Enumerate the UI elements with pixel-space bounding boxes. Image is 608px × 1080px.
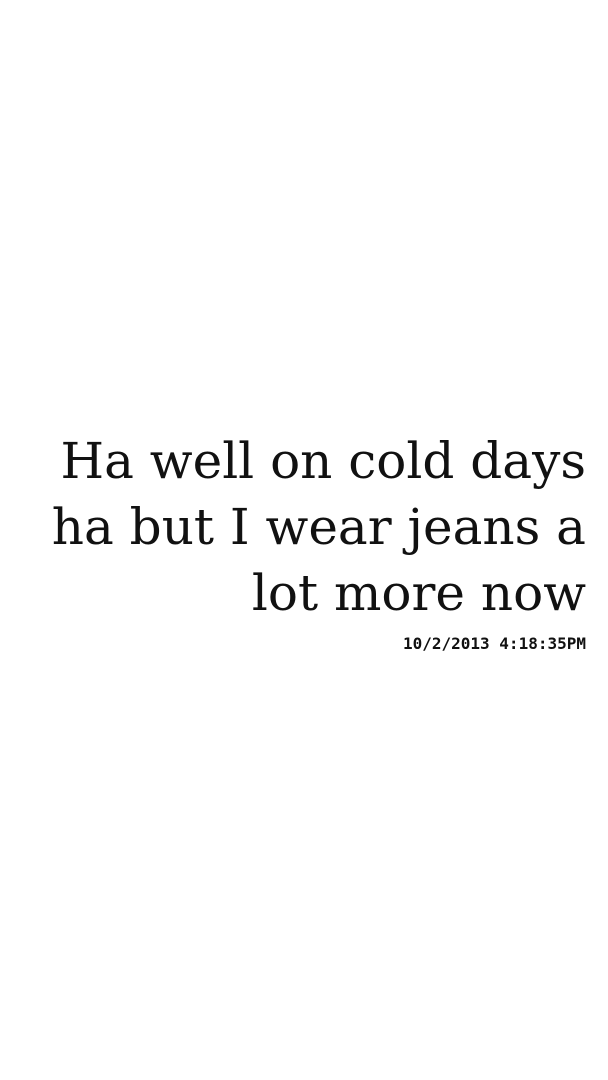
message-timestamp: 10/2/2013 4:18:35PM	[402, 634, 586, 653]
message-block	[26, 428, 586, 654]
message-text: Ha well on cold days ha but I wear jeans a lot more now	[51, 432, 586, 622]
